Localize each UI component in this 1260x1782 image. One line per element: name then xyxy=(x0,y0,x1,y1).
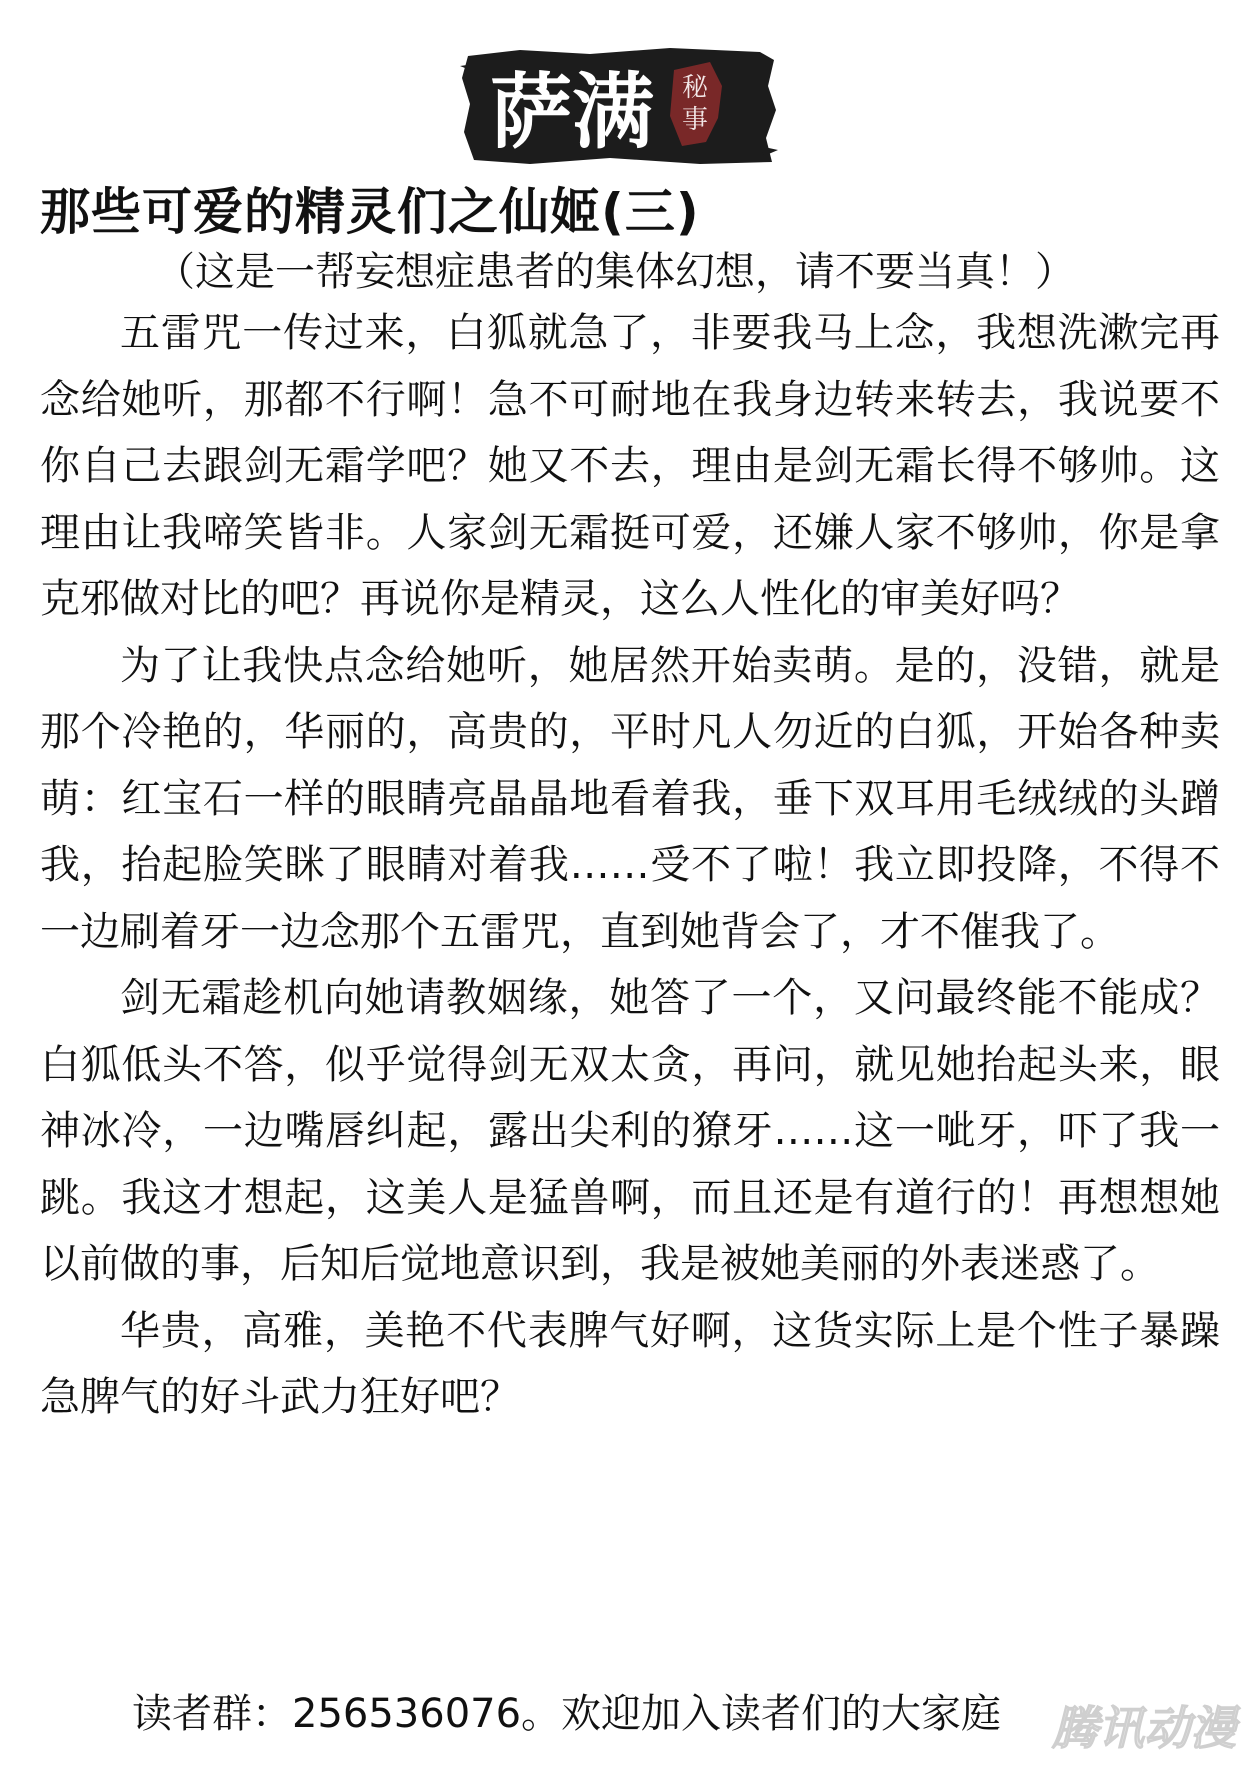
reader-group-line: 读者群：256536076。欢迎加入读者们的大家庭 xyxy=(132,1691,1002,1737)
series-logo xyxy=(460,46,780,168)
paragraph: 五雷咒一传过来，白狐就急了，非要我马上念，我想洗漱完再念给她听，那都不行啊！急不可耐地在我身边转来转去，我说要不你自己去跟剑无霜学吧？她又不去，理由是剑无霜长得不够帅。这理由让我啼笑皆非。人家剑无霜挺可爱，还嫌人家不够帅，你是拿克邪做对比的吧？再说你是精灵，这么人性化的审美好吗？ xyxy=(40,310,1220,622)
watermark-text: 腾讯动漫 xyxy=(1052,1701,1236,1755)
paragraph: 剑无霜趁机向她请教姻缘，她答了一个，又问最终能不能成？白狐低头不答，似乎觉得剑无双太贪，再问，就见她抬起头来，眼神冰冷，一边嘴唇纠起，露出尖利的獠牙……这一呲牙，吓了我一跳。我这才想起，这美人是猛兽啊，而且还是有道行的！再想想她以前做的事，后知后觉地意识到，我是被她美丽的外表迷惑了。 xyxy=(40,975,1220,1287)
paragraph: 为了让我快点念给她听，她居然开始卖萌。是的，没错，就是那个冷艳的，华丽的，高贵的，平时凡人勿近的白狐，开始各种卖萌：红宝石一样的眼睛亮晶晶地看着我，垂下双耳用毛绒绒的头蹭我，抬起脸笑眯了眼睛对着我……受不了啦！我立即投降，不得不一边刷着牙一边念那个五雷咒，直到她背会了，才不催我了。 xyxy=(40,642,1220,955)
logo-sub-char: 秘 xyxy=(682,73,709,103)
article-title: 那些可爱的精灵们之仙姬(三) xyxy=(40,183,700,241)
paragraph: 华贵，高雅，美艳不代表脾气好啊，这货实际上是个性子暴躁急脾气的好斗武力狂好吧？ xyxy=(40,1307,1220,1420)
logo-sub-char: 事 xyxy=(682,105,709,135)
watermark-logo xyxy=(1048,1690,1248,1760)
article-subtitle: （这是一帮妄想症患者的集体幻想，请不要当真！） xyxy=(155,249,1075,295)
logo-main-text: 萨满 xyxy=(490,64,655,160)
article-body xyxy=(40,300,1220,1431)
